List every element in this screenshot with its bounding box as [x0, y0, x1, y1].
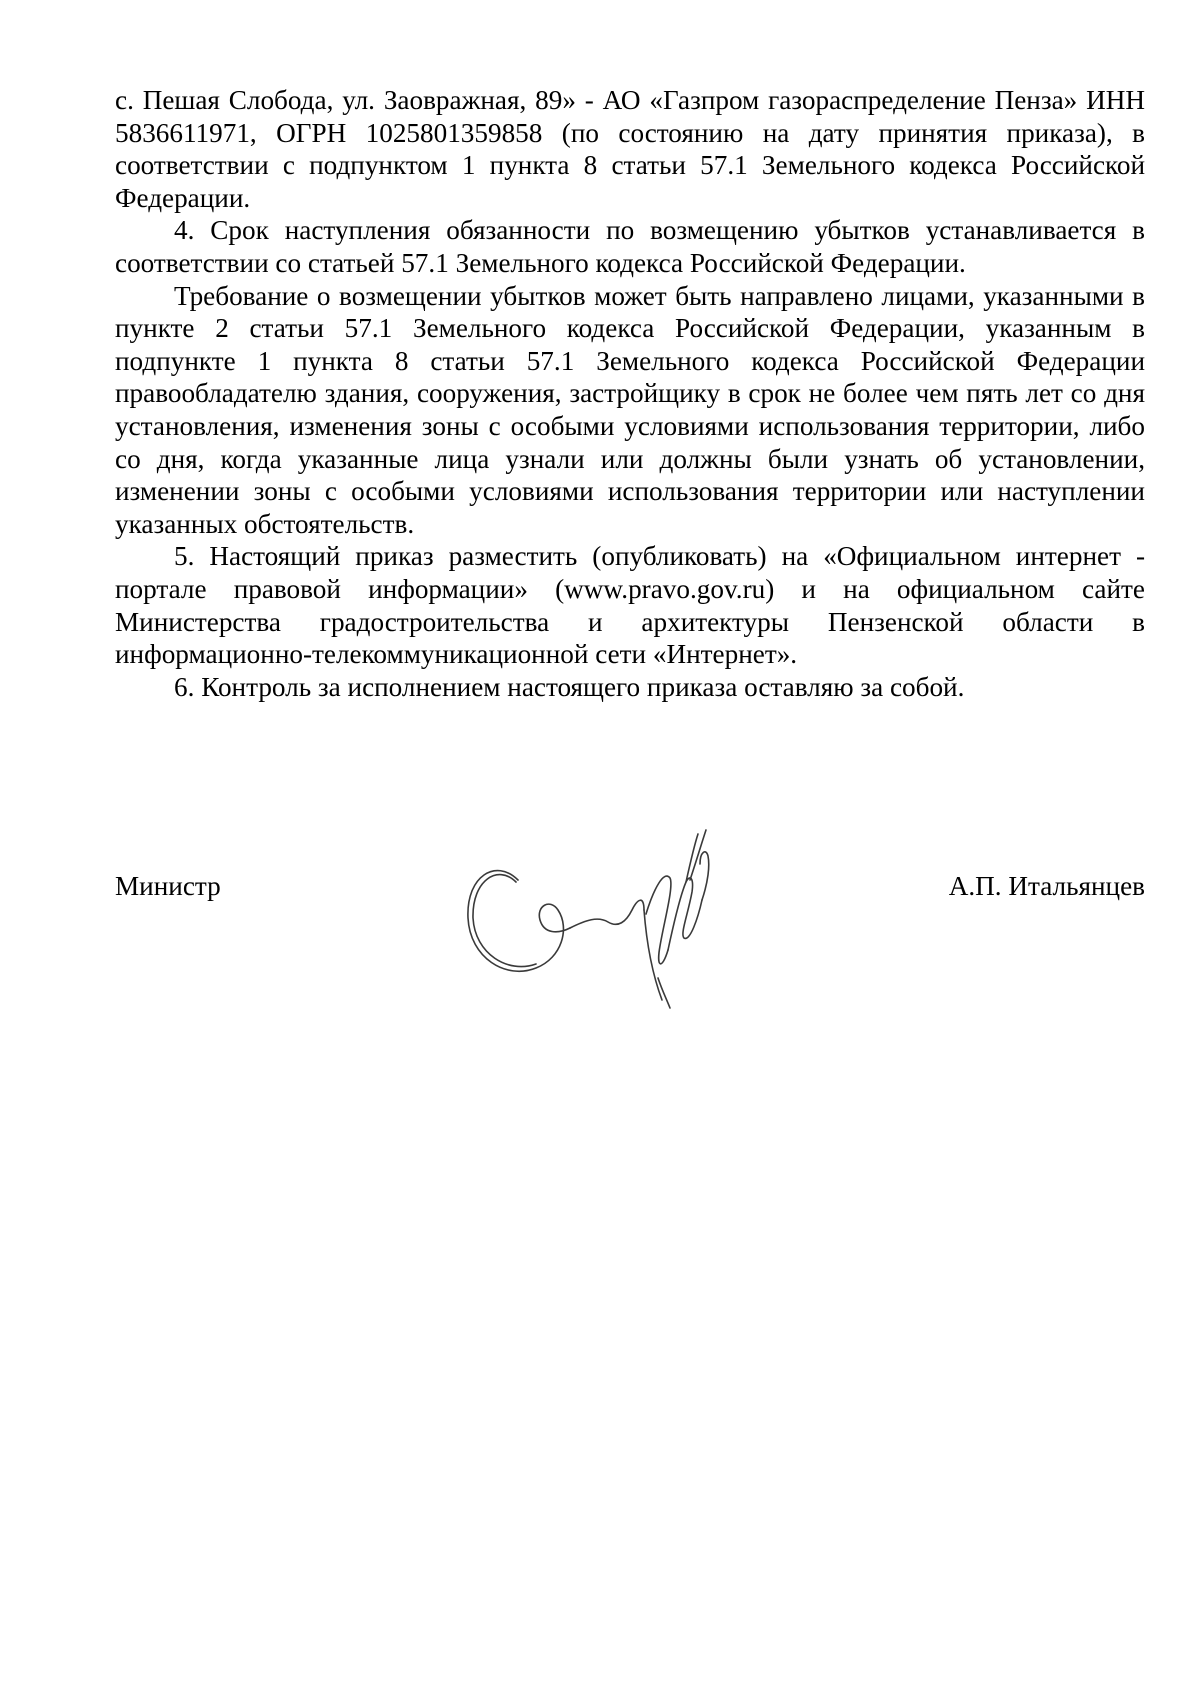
paragraph-item-6: 6. Контроль за исполнением настоящего приказа оставляю за собой.	[174, 671, 965, 702]
signer-name: А.П. Итальянцев	[948, 871, 1145, 901]
paragraph-damages-claim: Требование о возмещении убытков может быть направлено лицами, указанными в пункте 2 статьи 57.1 Земельного кодекса Российской Федерации, указанным в подпункте 1 пункта 8 статьи 57.1 Земельного кодекса Российской Федерации правообладателю здания, сооружения, застройщику в срок не более чем пять лет со дня установления, изменения зоны с особыми условиями использования территории, либо со дня, когда указанные лица узнали или должны были узнать об установлении, изменении зоны с особыми условиями использования территории или наступлении указанных обстоятельств.	[115, 280, 1145, 539]
handwritten-signature	[458, 818, 738, 1018]
position-title: Министр	[115, 871, 221, 901]
document-body	[115, 84, 1145, 703]
paragraph-item-4: 4. Срок наступления обязанности по возмещению убытков устанавливается в соответствии со статьей 57.1 Земельного кодекса Российской Федерации.	[115, 215, 1145, 278]
paragraph-item-5: 5. Настоящий приказ разместить (опубликовать) на «Официальном интернет - портале правовой информации» (www.pravo.gov.ru) и на официальном сайте Министерства градостроительства и архитектуры Пензенской области в информационно-телекоммуникационной сети «Интернет».	[115, 541, 1145, 670]
paragraph-continuation: с. Пешая Слобода, ул. Заовражная, 89» - АО «Газпром газораспределение Пенза» ИНН 5836611971, ОГРН 1025801359858 (по состоянию на дату принятия приказа), в соответствии с подпунктом 1 пункта 8 статьи 57.1 Земельного кодекса Российской Федерации.	[115, 85, 1145, 213]
